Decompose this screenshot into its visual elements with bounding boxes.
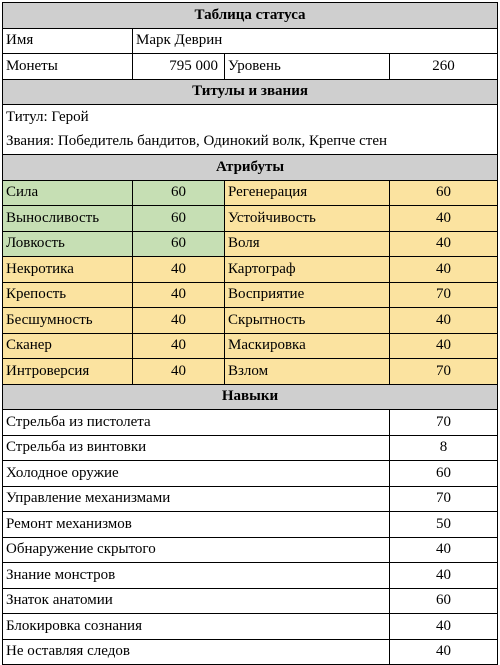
skill-row <box>3 588 498 614</box>
attribute-value-right: 40 <box>390 308 498 334</box>
attribute-name-left: Сканер <box>3 333 133 359</box>
attribute-row <box>3 333 498 359</box>
attribute-name-right: Картограф <box>225 257 390 283</box>
attribute-name-left: Крепость <box>3 282 133 308</box>
skill-name: Обнаружение скрытого <box>3 537 390 563</box>
skill-name: Холодное оружие <box>3 461 390 487</box>
skill-name: Знание монстров <box>3 563 390 589</box>
skill-row <box>3 614 498 640</box>
attribute-value-right: 60 <box>390 180 498 206</box>
skill-row <box>3 486 498 512</box>
status-table-title: Таблица статуса <box>3 3 498 29</box>
skill-value: 70 <box>390 410 498 436</box>
attribute-value-right: 70 <box>390 282 498 308</box>
skill-value: 60 <box>390 461 498 487</box>
skill-name: Знаток анатомии <box>3 588 390 614</box>
skill-value: 40 <box>390 537 498 563</box>
coins-value: 795 000 <box>133 54 225 80</box>
skill-name: Стрельба из пистолета <box>3 410 390 436</box>
titles-heading: Титулы и звания <box>3 79 498 105</box>
attribute-name-left: Сила <box>3 180 133 206</box>
attribute-name-right: Скрытность <box>225 308 390 334</box>
skill-row <box>3 410 498 436</box>
attribute-value-right: 40 <box>390 333 498 359</box>
attribute-name-right: Устойчивость <box>225 206 390 232</box>
attribute-name-right: Маскировка <box>225 333 390 359</box>
attribute-row <box>3 206 498 232</box>
attribute-value-right: 40 <box>390 206 498 232</box>
attribute-row <box>3 231 498 257</box>
attribute-row <box>3 257 498 283</box>
attribute-name-left: Интроверсия <box>3 359 133 385</box>
skill-row <box>3 537 498 563</box>
skill-name: Блокировка сознания <box>3 614 390 640</box>
skill-name: Стрельба из винтовки <box>3 435 390 461</box>
skill-row <box>3 639 498 665</box>
attribute-row <box>3 308 498 334</box>
attribute-name-left: Выносливость <box>3 206 133 232</box>
attribute-row <box>3 180 498 206</box>
attribute-value-left: 40 <box>133 308 225 334</box>
skill-row <box>3 435 498 461</box>
skill-row <box>3 563 498 589</box>
attribute-name-left: Бесшумность <box>3 308 133 334</box>
attribute-value-left: 40 <box>133 257 225 283</box>
attribute-name-right: Регенерация <box>225 180 390 206</box>
name-value: Марк Деврин <box>133 28 498 54</box>
attribute-value-left: 40 <box>133 359 225 385</box>
attribute-row <box>3 359 498 385</box>
name-label: Имя <box>3 28 133 54</box>
skill-name: Ремонт механизмов <box>3 512 390 538</box>
attribute-name-right: Восприятие <box>225 282 390 308</box>
level-value: 260 <box>390 54 498 80</box>
skill-value: 40 <box>390 639 498 665</box>
skills-heading: Навыки <box>3 384 498 410</box>
attribute-value-left: 60 <box>133 180 225 206</box>
skill-row <box>3 512 498 538</box>
status-sheet <box>2 2 497 665</box>
attributes-heading: Атрибуты <box>3 155 498 181</box>
coins-label: Монеты <box>3 54 133 80</box>
attribute-value-right: 40 <box>390 231 498 257</box>
attribute-row <box>3 282 498 308</box>
skill-name: Управление механизмами <box>3 486 390 512</box>
level-label: Уровень <box>225 54 390 80</box>
attribute-name-right: Воля <box>225 231 390 257</box>
title-line: Титул: Герой <box>3 105 498 130</box>
skill-row <box>3 461 498 487</box>
skill-value: 60 <box>390 588 498 614</box>
attribute-value-left: 40 <box>133 282 225 308</box>
skill-value: 8 <box>390 435 498 461</box>
skill-value: 40 <box>390 614 498 640</box>
attribute-name-right: Взлом <box>225 359 390 385</box>
ranks-line: Звания: Победитель бандитов, Одинокий волк, Крепче стен <box>3 130 498 155</box>
skill-value: 40 <box>390 563 498 589</box>
status-table <box>2 2 498 665</box>
attribute-value-left: 60 <box>133 231 225 257</box>
attribute-value-left: 60 <box>133 206 225 232</box>
attribute-name-left: Ловкость <box>3 231 133 257</box>
skill-name: Не оставляя следов <box>3 639 390 665</box>
skill-value: 50 <box>390 512 498 538</box>
attribute-name-left: Некротика <box>3 257 133 283</box>
attribute-value-right: 70 <box>390 359 498 385</box>
attribute-value-right: 40 <box>390 257 498 283</box>
skill-value: 70 <box>390 486 498 512</box>
attribute-value-left: 40 <box>133 333 225 359</box>
